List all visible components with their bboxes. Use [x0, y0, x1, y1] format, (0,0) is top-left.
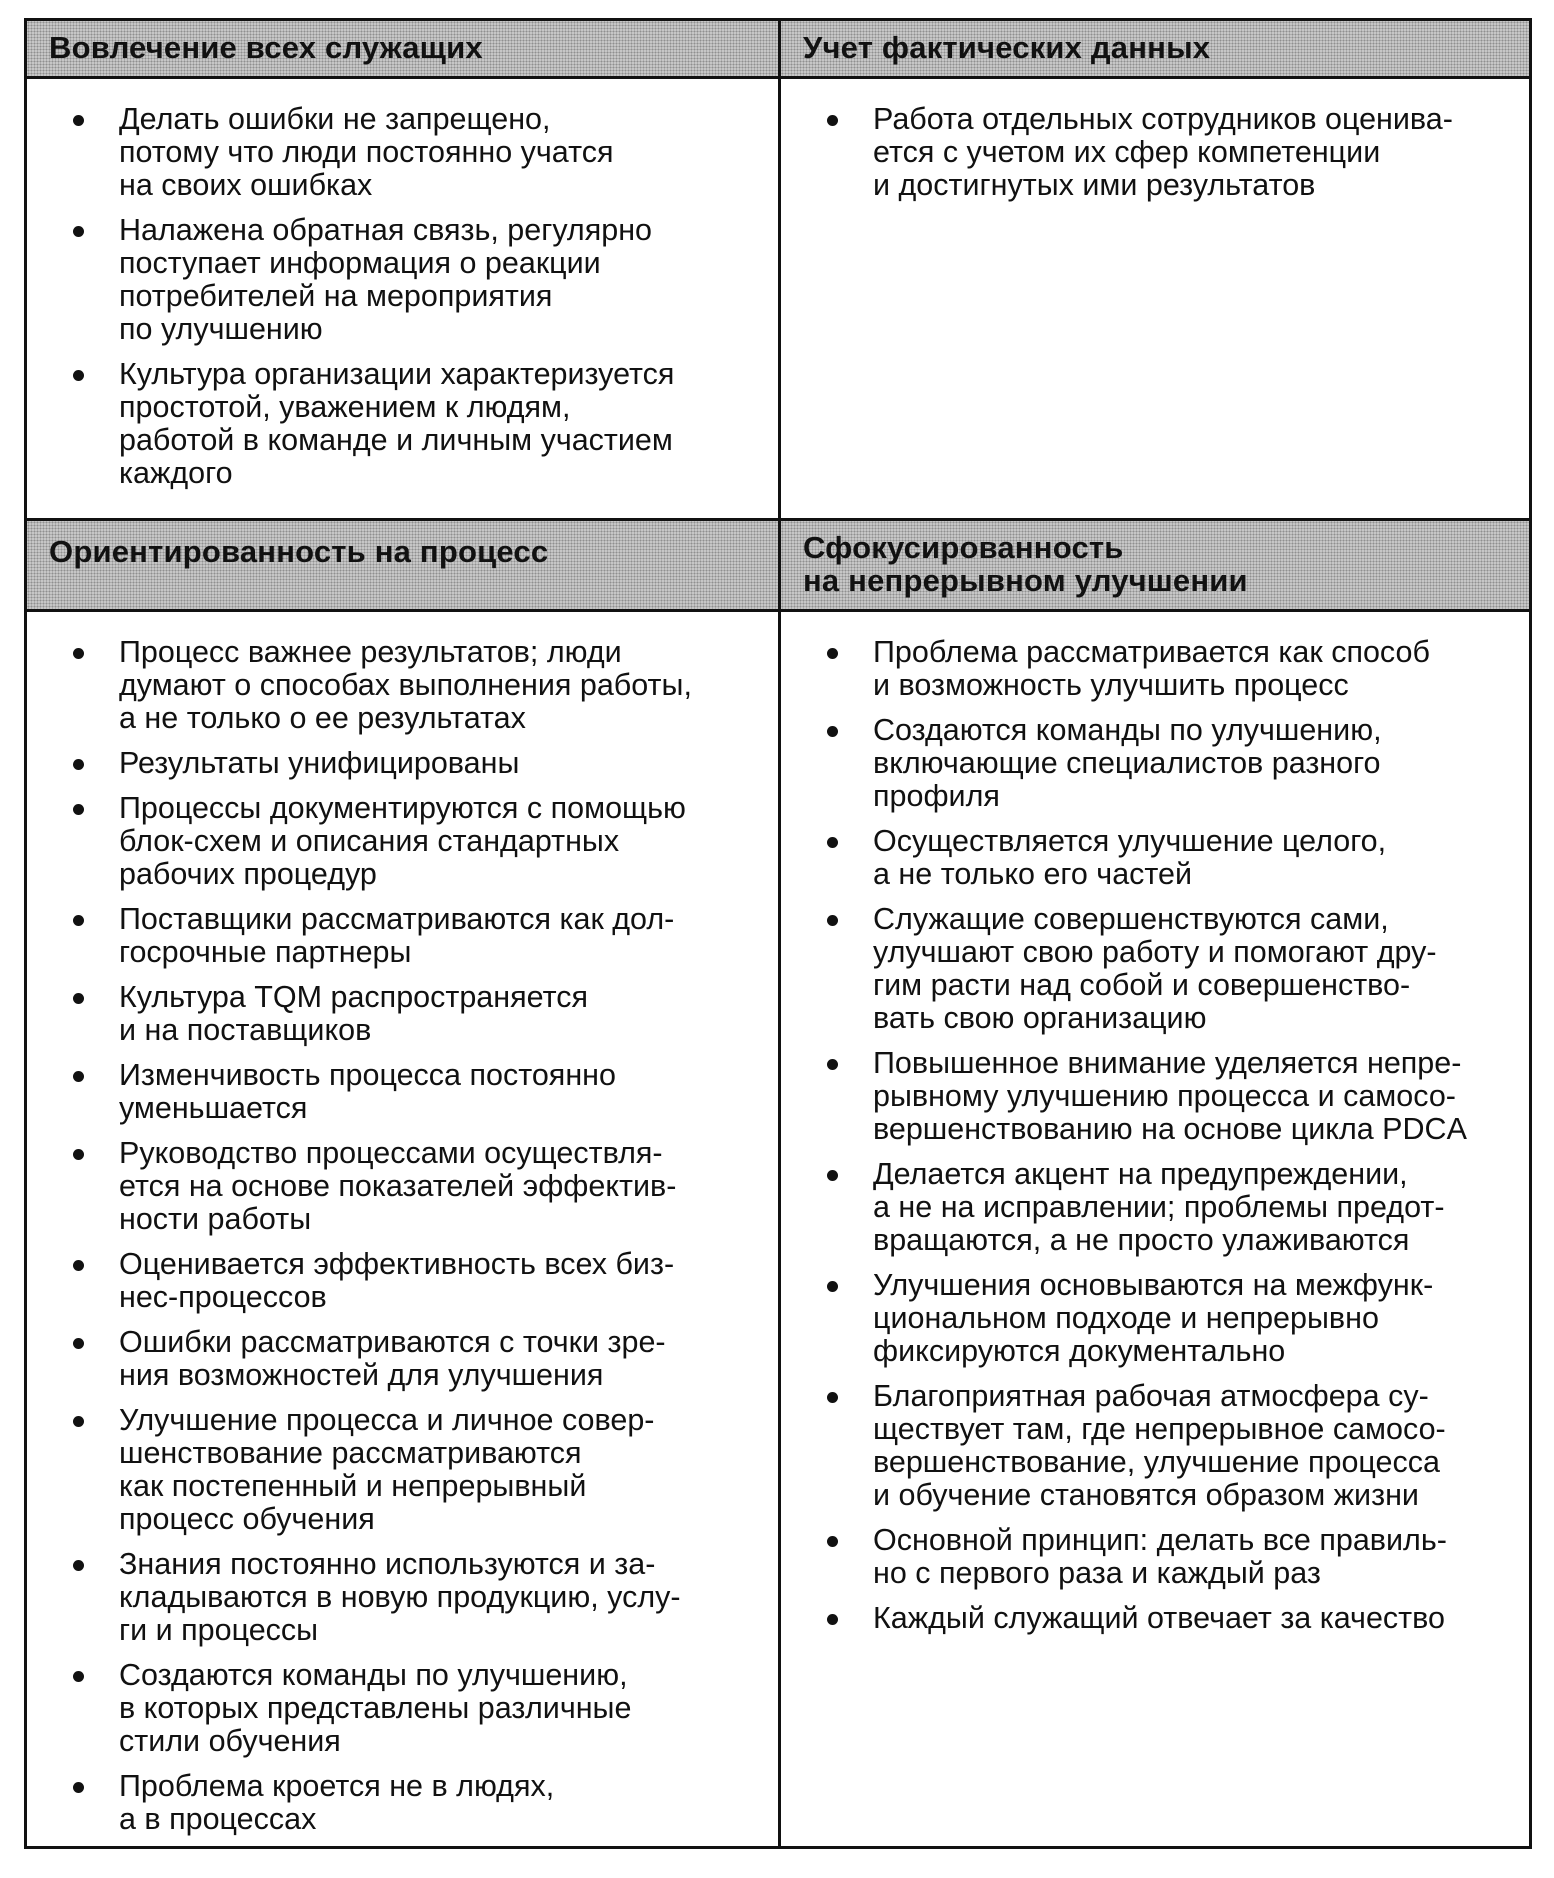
list-item — [51, 1326, 762, 1392]
list-item — [805, 903, 1513, 1035]
bullet-icon — [73, 370, 84, 381]
bullet-icon — [827, 1281, 838, 1292]
list-item — [51, 636, 762, 735]
list-item-text: Каждый служащий отвечает за качество — [873, 1601, 1445, 1635]
bullet-icon — [827, 1536, 838, 1547]
bullet-icon — [73, 226, 84, 237]
bullet-icon — [73, 993, 84, 1004]
list-item-text: Создаются команды по улучшению, в которых представлены различные стили обучения — [119, 1658, 632, 1758]
bullet-icon — [73, 1338, 84, 1349]
bullet-icon — [827, 837, 838, 848]
list-item-text: Работа отдельных сотрудников оценива- ется с учетом их сфер компетенции и достигнутых ими результатов — [873, 102, 1453, 202]
bullet-icon — [827, 1170, 838, 1181]
list-fact-based — [805, 103, 1513, 202]
list-item — [51, 1137, 762, 1236]
list-item-text: Основной принцип: делать все правиль- но с первого раза и каждый раз — [873, 1523, 1447, 1590]
list-item-text: Делать ошибки не запрещено, потому что люди постоянно учатся на своих ошибках — [119, 102, 614, 202]
list-process-orientation — [51, 636, 762, 1836]
header-continuous-improvement-line2: на непрерывном улучшении — [803, 563, 1248, 598]
bullet-icon — [73, 759, 84, 770]
list-item-text: Благоприятная рабочая атмосфера су- ществует там, где непрерывное самосо- вершенствование, улучшение процесса и обучение становятся образом жизни — [873, 1379, 1446, 1512]
header-process-orientation-title: Ориентированность на процесс — [49, 534, 549, 569]
list-item — [805, 1380, 1513, 1512]
cell-process-orientation — [27, 612, 781, 1846]
list-item-text: Процессы документируются с помощью блок-схем и описания стандартных рабочих процедур — [119, 791, 686, 891]
list-item-text: Повышенное внимание уделяется непре- рывному улучшению процесса и самосо- вершенствованию на основе цикла PDCA — [873, 1046, 1467, 1146]
header-employee-involvement — [27, 21, 781, 79]
list-item-text: Руководство процессами осуществля- ется на основе показателей эффектив- ности работы — [119, 1136, 677, 1236]
bullet-icon — [73, 1260, 84, 1271]
list-item-text: Делается акцент на предупреждении, а не на исправлении; проблемы предот- вращаются, а не просто улаживаются — [873, 1157, 1445, 1257]
list-item — [51, 1059, 762, 1125]
list-item — [51, 103, 762, 202]
header-employee-involvement-title: Вовлечение всех служащих — [49, 30, 483, 65]
list-item-text: Изменчивость процесса постоянно уменьшается — [119, 1058, 616, 1125]
bullet-icon — [827, 648, 838, 659]
cell-fact-based — [781, 79, 1529, 521]
list-item — [51, 1548, 762, 1647]
list-item-text: Служащие совершенствуются сами, улучшают свою работу и помогают дру- гим расти над собой и совершенство- вать свою организацию — [873, 902, 1437, 1035]
bullet-icon — [827, 1059, 838, 1070]
list-item-text: Улучшение процесса и личное совер- шенствование рассматриваются как постепенный и непрерывный процесс обучения — [119, 1403, 655, 1536]
list-item-text: Процесс важнее результатов; люди думают о способах выполнения работы, а не только о ее результатах — [119, 635, 692, 735]
list-item — [51, 1404, 762, 1536]
header-fact-based — [781, 21, 1529, 79]
list-item — [805, 714, 1513, 813]
list-continuous-improvement — [805, 636, 1513, 1635]
list-item — [51, 1770, 762, 1836]
list-item — [805, 1047, 1513, 1146]
list-item — [805, 1524, 1513, 1590]
cell-continuous-improvement — [781, 612, 1529, 1846]
list-item — [51, 981, 762, 1047]
list-item-text: Осуществляется улучшение целого, а не только его частей — [873, 824, 1387, 891]
list-item — [805, 103, 1513, 202]
bullet-icon — [73, 648, 84, 659]
bullet-icon — [73, 1782, 84, 1793]
header-process-orientation — [27, 521, 781, 612]
list-item-text: Культура TQM распространяется и на поставщиков — [119, 980, 588, 1047]
list-item — [51, 358, 762, 490]
list-item-text: Культура организации характеризуется простотой, уважением к людям, работой в команде и личным участием каждого — [119, 357, 675, 490]
bullet-icon — [73, 1560, 84, 1571]
bullet-icon — [827, 1392, 838, 1403]
bullet-icon — [73, 1071, 84, 1082]
list-item — [51, 214, 762, 346]
header-continuous-improvement-line1: Сфокусированность — [803, 530, 1124, 565]
list-item-text: Поставщики рассматриваются как дол- госрочные партнеры — [119, 902, 675, 969]
list-item — [805, 1269, 1513, 1368]
list-item — [805, 636, 1513, 702]
cell-employee-involvement — [27, 79, 781, 521]
list-item-text: Создаются команды по улучшению, включающие специалистов разного профиля — [873, 713, 1382, 813]
list-item — [51, 747, 762, 780]
bullet-icon — [73, 1671, 84, 1682]
list-item — [51, 792, 762, 891]
list-employee-involvement — [51, 103, 762, 490]
bullet-icon — [827, 115, 838, 126]
header-continuous-improvement — [781, 521, 1529, 612]
bullet-icon — [827, 726, 838, 737]
bullet-icon — [73, 1149, 84, 1160]
list-item — [805, 825, 1513, 891]
bullet-icon — [73, 804, 84, 815]
list-item-text: Налажена обратная связь, регулярно поступает информация о реакции потребителей на мероприятия по улучшению — [119, 213, 653, 346]
list-item — [51, 1659, 762, 1758]
list-item — [51, 1248, 762, 1314]
principles-table — [24, 18, 1532, 1849]
bullet-icon — [827, 1614, 838, 1625]
list-item — [805, 1602, 1513, 1635]
list-item-text: Знания постоянно используются и за- кладываются в новую продукцию, услу- ги и процессы — [119, 1547, 681, 1647]
list-item — [51, 903, 762, 969]
bullet-icon — [827, 915, 838, 926]
list-item-text: Проблема рассматривается как способ и возможность улучшить процесс — [873, 635, 1430, 702]
list-item-text: Результаты унифицированы — [119, 746, 520, 780]
bullet-icon — [73, 915, 84, 926]
list-item-text: Оценивается эффективность всех биз- нес-процессов — [119, 1247, 675, 1314]
list-item-text: Ошибки рассматриваются с точки зре- ния возможностей для улучшения — [119, 1325, 666, 1392]
bullet-icon — [73, 1416, 84, 1427]
bullet-icon — [73, 115, 84, 126]
header-fact-based-title: Учет фактических данных — [803, 30, 1211, 65]
list-item-text: Проблема кроется не в людях, а в процессах — [119, 1769, 555, 1836]
list-item — [805, 1158, 1513, 1257]
list-item-text: Улучшения основываются на межфунк- циональном подходе и непрерывно фиксируются документально — [873, 1268, 1434, 1368]
